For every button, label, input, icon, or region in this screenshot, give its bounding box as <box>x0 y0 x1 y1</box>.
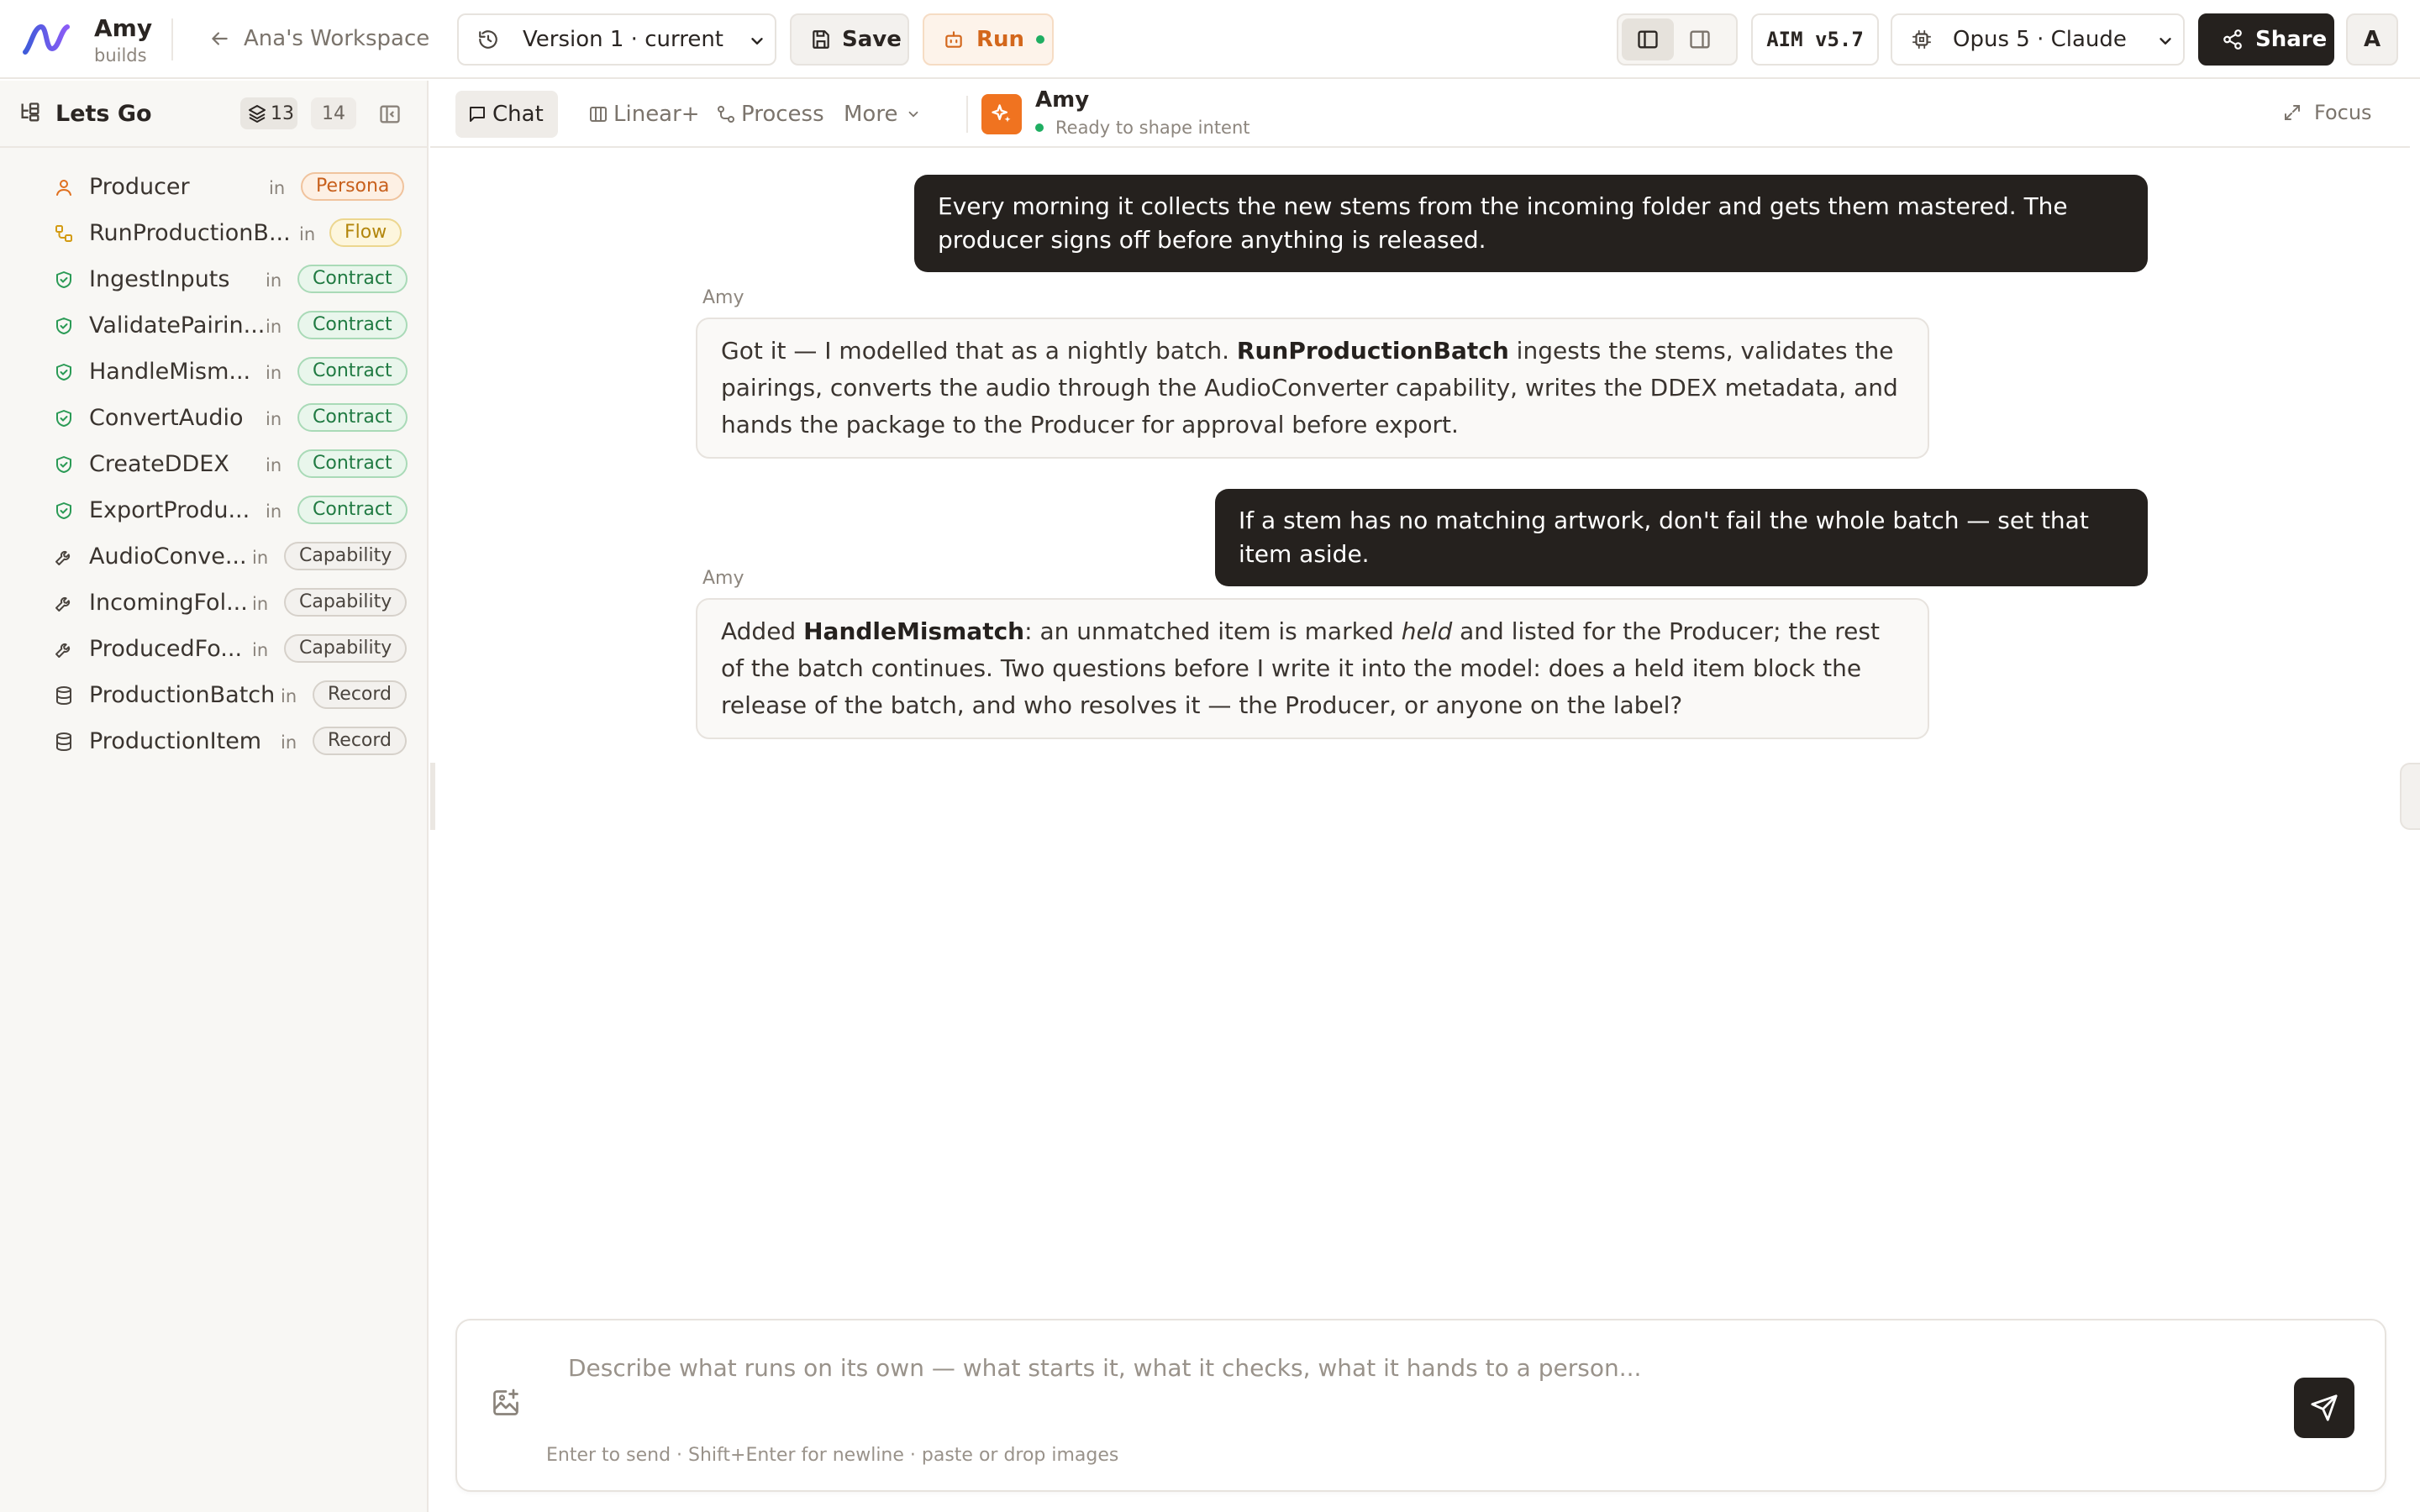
flow-icon <box>54 223 74 244</box>
columns-icon <box>588 104 608 124</box>
sidebar-item-label: IncomingFol... <box>89 590 248 616</box>
send-icon <box>2310 1394 2338 1422</box>
process-icon <box>716 104 736 124</box>
shield-check-icon <box>54 270 74 290</box>
message-emphasis: HandleMismatch <box>803 617 1025 645</box>
user-avatar[interactable]: A <box>2346 13 2398 66</box>
chat-panel <box>430 81 2410 1512</box>
sidebar-item[interactable] <box>0 534 427 580</box>
sidebar-left-layout-button[interactable] <box>1622 18 1674 60</box>
panel-left-icon <box>1636 28 1660 51</box>
model-label: Opus 5 · Claude <box>1953 27 2127 52</box>
brand-subtitle: builds <box>94 45 147 66</box>
layers-count-badge[interactable] <box>240 97 297 129</box>
status-dot <box>1035 123 1044 132</box>
in-label: in <box>266 270 282 291</box>
sidebar-item[interactable] <box>0 396 427 442</box>
message-emphasis: RunProductionBatch <box>1236 337 1509 365</box>
sidebar-item[interactable] <box>0 673 427 719</box>
sidebar-item-label: ExportProdu... <box>89 497 250 523</box>
tab-linear-label: Linear+ <box>613 102 700 127</box>
assistant-status-text: Ready to shape intent <box>1055 118 1250 138</box>
element-type-tag: Contract <box>297 311 408 339</box>
expand-icon <box>2282 102 2302 123</box>
shield-check-icon <box>54 454 74 475</box>
shield-check-icon <box>54 362 74 382</box>
in-label: in <box>266 363 282 383</box>
save-label: Save <box>842 27 902 52</box>
sidebar-item[interactable] <box>0 719 427 765</box>
sidebar-item-label: ValidatePairin... <box>89 312 266 339</box>
top-bar <box>0 0 2420 79</box>
sidebar-right-layout-button[interactable] <box>1674 18 1726 60</box>
share-button[interactable] <box>2198 13 2334 66</box>
tab-more-label: More <box>844 102 898 127</box>
brand-name: Amy <box>94 14 153 42</box>
sidebar-item[interactable] <box>0 257 427 303</box>
share-icon <box>2222 29 2244 50</box>
in-label: in <box>266 501 282 522</box>
sidebar-item-label: Producer <box>89 174 190 200</box>
aim-version-badge[interactable]: AIM v5.7 <box>1751 13 1879 66</box>
sidebar-item-label: HandleMism... <box>89 359 251 385</box>
right-panel-handle[interactable] <box>2400 763 2420 830</box>
sidebar-item-label: ProductionItem <box>89 728 262 754</box>
sidebar-item[interactable] <box>0 211 427 257</box>
history-icon <box>477 29 499 50</box>
element-type-tag: Capability <box>284 588 407 617</box>
version-select[interactable] <box>457 13 776 66</box>
element-type-tag: Capability <box>284 542 407 570</box>
amy-logo-icon[interactable] <box>22 18 76 57</box>
in-label: in <box>281 732 297 753</box>
chevron-down-icon <box>2156 32 2175 50</box>
element-type-tag: Capability <box>284 634 407 663</box>
tab-linear[interactable] <box>576 91 712 138</box>
divider <box>171 18 173 60</box>
cpu-icon <box>1911 29 1933 50</box>
assistant-name: Amy <box>1035 87 1090 113</box>
model-select[interactable] <box>1891 13 2185 66</box>
version-label: Version 1 · current <box>523 27 724 52</box>
user-message: Every morning it collects the new stems from the incoming folder and gets them mastered. The producer signs off before anything is released. <box>914 175 2148 272</box>
element-type-tag: Flow <box>329 218 402 247</box>
chevron-down-icon <box>906 107 921 122</box>
wrench-icon <box>54 639 74 659</box>
element-type-tag: Contract <box>297 265 408 293</box>
element-type-tag: Contract <box>297 357 408 386</box>
resize-handle[interactable] <box>430 763 435 830</box>
in-label: in <box>252 594 269 614</box>
assistant-status <box>1035 118 1250 138</box>
sidebar-item[interactable] <box>0 488 427 534</box>
run-label: Run <box>976 27 1025 52</box>
element-type-tag: Contract <box>297 403 408 432</box>
sidebar-item-label: CreateDDEX <box>89 451 229 477</box>
tab-chat-label: Chat <box>492 102 544 127</box>
message-text: Added <box>721 617 804 645</box>
sidebar-item-label: AudioConve... <box>89 543 247 570</box>
shield-check-icon <box>54 316 74 336</box>
tab-chat[interactable] <box>455 91 558 138</box>
image-plus-icon[interactable] <box>491 1388 521 1418</box>
shield-check-icon <box>54 408 74 428</box>
sidebar-item[interactable] <box>0 349 427 396</box>
model-sidebar <box>0 81 429 1512</box>
user-message: If a stem has no matching artwork, don't fail the whole batch — set that item aside. <box>1215 489 2148 586</box>
message-square-icon <box>467 104 487 124</box>
view-tabs-bar <box>430 81 2410 148</box>
sidebar-item-label: ConvertAudio <box>89 405 244 431</box>
in-label: in <box>266 455 282 475</box>
user-icon <box>54 177 74 197</box>
sparkle-icon <box>981 94 1022 134</box>
database-icon <box>54 685 74 706</box>
save-button[interactable] <box>790 13 909 66</box>
shield-check-icon <box>54 501 74 521</box>
secondary-count-badge[interactable]: 14 <box>311 97 356 129</box>
save-icon <box>810 29 832 50</box>
element-type-tag: Record <box>313 727 407 755</box>
focus-button[interactable] <box>2282 101 2372 124</box>
in-label: in <box>299 224 316 244</box>
layout-toggle-group <box>1617 13 1738 66</box>
panel-right-icon <box>1688 28 1712 51</box>
element-type-tag: Contract <box>297 496 408 524</box>
element-type-tag: Contract <box>297 449 408 478</box>
element-type-tag: Record <box>313 680 407 709</box>
sidebar-item[interactable] <box>0 303 427 349</box>
divider <box>966 96 968 133</box>
sidebar-item[interactable] <box>0 165 427 211</box>
sidebar-item-label: RunProductionB... <box>89 220 291 246</box>
message-text: : an unmatched item is marked <box>1024 617 1402 645</box>
sidebar-item-label: ProducedFo... <box>89 636 243 662</box>
sidebar-item[interactable] <box>0 627 427 673</box>
project-title: Lets Go <box>55 101 152 127</box>
layers-count: 13 <box>271 102 294 124</box>
workspace-label: Ana's Workspace <box>244 26 430 51</box>
message-sender: Amy <box>702 287 744 308</box>
composer-input[interactable]: Describe what runs on its own — what starts it, what it checks, what it hands to a person... <box>568 1354 1642 1382</box>
in-label: in <box>252 548 269 568</box>
tree-icon <box>18 101 42 124</box>
chevron-down-icon <box>748 32 766 50</box>
tab-process-label: Process <box>741 102 824 127</box>
in-label: in <box>281 686 297 706</box>
in-label: in <box>266 317 282 337</box>
assistant-message <box>696 598 1929 739</box>
in-label: in <box>266 409 282 429</box>
in-label: in <box>252 640 269 660</box>
focus-label: Focus <box>2314 101 2372 124</box>
layers-icon <box>247 103 267 123</box>
run-status-dot <box>1036 35 1044 44</box>
message-text: ingests the stems, validates the pairings, converts the audio through the AudioConverter capability, writes the DDEX metadata, and hands the package to the Producer for approval before export. <box>721 337 1898 438</box>
tab-process[interactable] <box>704 91 836 138</box>
element-type-tag: Persona <box>301 172 404 201</box>
wrench-icon <box>54 593 74 613</box>
sidebar-item-label: IngestInputs <box>89 266 230 292</box>
back-to-workspace-link[interactable] <box>208 24 429 54</box>
composer-hint: Enter to send · Shift+Enter for newline · paste or drop images <box>546 1445 1119 1466</box>
message-italic: held <box>1401 617 1453 645</box>
wrench-icon <box>54 547 74 567</box>
message-text: and listed for the Producer; the rest of the batch continues. Two questions before I write it into the model: does a held item block the release of the batch, and who resolves it — the Producer, or anyone on the label? <box>721 617 1880 719</box>
message-sender: Amy <box>702 568 744 589</box>
assistant-message <box>696 318 1929 459</box>
collapse-sidebar-icon[interactable] <box>378 102 402 126</box>
sidebar-item[interactable] <box>0 442 427 488</box>
message-composer[interactable] <box>455 1319 2386 1492</box>
tab-more[interactable] <box>832 91 933 138</box>
sidebar-item-label: ProductionBatch <box>89 682 276 708</box>
database-icon <box>54 732 74 752</box>
run-button[interactable] <box>923 13 1054 66</box>
arrow-left-icon <box>208 28 230 50</box>
share-label: Share <box>2255 27 2328 52</box>
sidebar-header <box>0 81 427 148</box>
message-text: Got it — I modelled that as a nightly batch. <box>721 337 1237 365</box>
in-label: in <box>269 178 286 198</box>
robot-icon <box>943 29 965 50</box>
sidebar-item[interactable] <box>0 580 427 627</box>
model-element-list <box>0 165 427 765</box>
send-button[interactable] <box>2294 1378 2354 1438</box>
